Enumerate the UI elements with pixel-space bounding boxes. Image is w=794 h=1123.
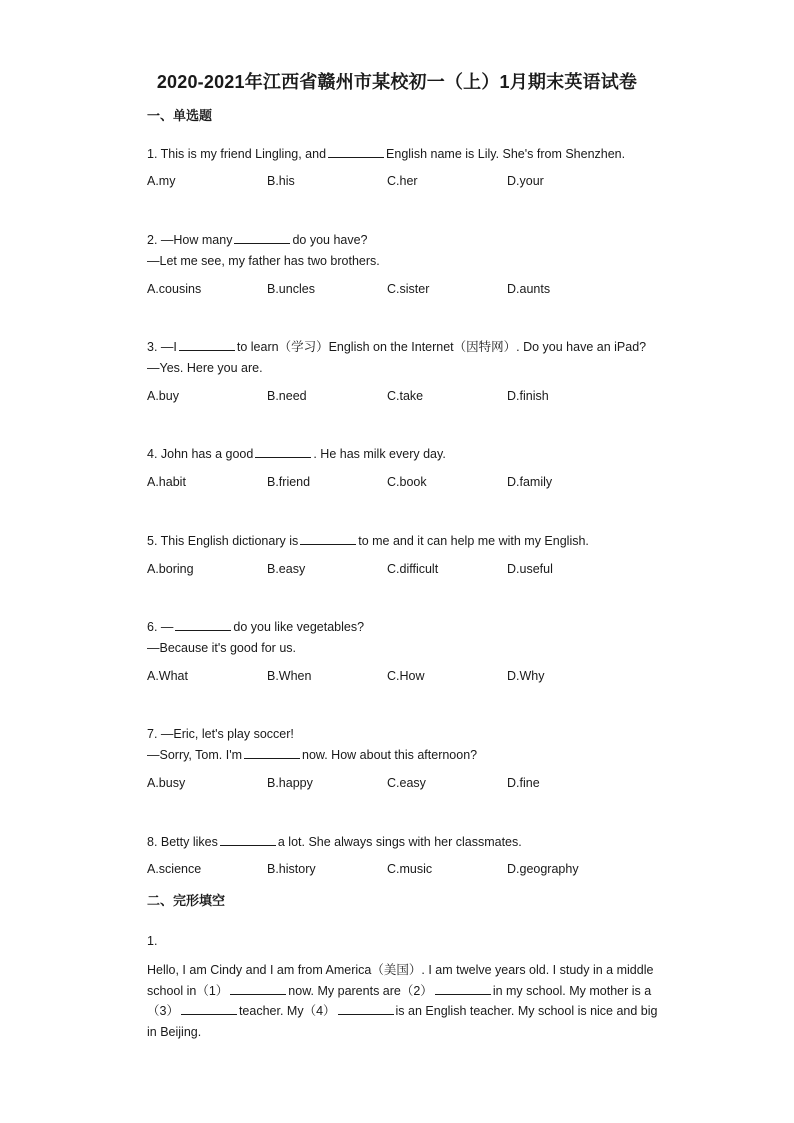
question-1 xyxy=(147,144,687,165)
question-text: 1. This is my friend Lingling, and xyxy=(147,147,327,161)
question-text: English name is Lily. She's from Shenzhen. xyxy=(386,147,626,161)
option-d[interactable]: D.family xyxy=(507,475,553,489)
question-line xyxy=(147,617,687,638)
options-4 xyxy=(147,475,707,495)
passage-line xyxy=(147,1001,672,1022)
question-line xyxy=(147,638,687,659)
question-text: . He has milk every day. xyxy=(313,447,446,461)
options-6 xyxy=(147,669,707,689)
passage-text: is an English teacher. My school is nice and big xyxy=(395,1004,658,1018)
option-b[interactable]: B.When xyxy=(267,669,312,683)
options-1 xyxy=(147,174,707,194)
option-c[interactable]: C.How xyxy=(387,669,425,683)
question-5 xyxy=(147,531,687,552)
answer-blank xyxy=(220,833,276,846)
passage-text: now. My parents are（2） xyxy=(288,983,433,998)
question-text: 2. —How many xyxy=(147,233,233,247)
question-6 xyxy=(147,617,687,659)
question-line xyxy=(147,444,687,465)
question-text: 4. John has a good xyxy=(147,447,254,461)
option-c[interactable]: C.sister xyxy=(387,282,430,296)
question-text: do you have? xyxy=(292,233,368,247)
option-c[interactable]: C.take xyxy=(387,389,424,403)
section-heading-single-choice: 一、单选题 xyxy=(147,108,213,123)
passage-text: Hello, I am Cindy and I am from America（美国）. I am twelve years old. I study in a middle xyxy=(147,963,654,977)
question-text: 5. This English dictionary is xyxy=(147,534,299,548)
question-line xyxy=(147,832,687,853)
option-b[interactable]: B.need xyxy=(267,389,307,403)
passage-line xyxy=(147,1022,672,1043)
question-8 xyxy=(147,832,687,853)
option-c[interactable]: C.her xyxy=(387,174,418,188)
question-line xyxy=(147,251,687,272)
question-text: 7. —Eric, let's play soccer! xyxy=(147,727,294,741)
option-a[interactable]: A.busy xyxy=(147,776,186,790)
question-3 xyxy=(147,337,687,379)
option-b[interactable]: B.history xyxy=(267,862,316,876)
question-text: to me and it can help me with my English. xyxy=(358,534,589,548)
answer-blank xyxy=(179,338,235,351)
question-line xyxy=(147,724,687,745)
option-c[interactable]: C.difficult xyxy=(387,562,439,576)
cloze-number: 1. xyxy=(147,934,158,948)
question-text: 6. — xyxy=(147,620,174,634)
option-a[interactable]: A.habit xyxy=(147,475,186,489)
answer-blank xyxy=(244,746,300,759)
passage-text: in my school. My mother is a xyxy=(492,983,652,998)
question-text: 3. —I xyxy=(147,340,177,354)
question-line xyxy=(147,144,687,165)
option-a[interactable]: A.buy xyxy=(147,389,179,403)
option-b[interactable]: B.his xyxy=(267,174,295,188)
options-2 xyxy=(147,282,707,302)
answer-blank xyxy=(300,532,356,545)
answer-blank xyxy=(181,1002,237,1015)
answer-blank xyxy=(175,618,231,631)
question-text: do you like vegetables? xyxy=(233,620,365,634)
question-text: —Sorry, Tom. I'm xyxy=(147,748,242,762)
option-a[interactable]: A.cousins xyxy=(147,282,202,296)
option-a[interactable]: A.my xyxy=(147,174,176,188)
question-text: now. How about this afternoon? xyxy=(302,748,478,762)
option-c[interactable]: C.music xyxy=(387,862,433,876)
answer-blank xyxy=(234,231,290,244)
question-line xyxy=(147,531,687,552)
option-d[interactable]: D.useful xyxy=(507,562,553,576)
option-b[interactable]: B.easy xyxy=(267,562,306,576)
option-d[interactable]: D.aunts xyxy=(507,282,551,296)
options-7 xyxy=(147,776,707,796)
question-text: —Yes. Here you are. xyxy=(147,361,263,375)
option-a[interactable]: A.science xyxy=(147,862,202,876)
option-d[interactable]: D.your xyxy=(507,174,544,188)
passage-line xyxy=(147,960,672,981)
options-3 xyxy=(147,389,707,409)
option-d[interactable]: D.finish xyxy=(507,389,549,403)
option-c[interactable]: C.easy xyxy=(387,776,426,790)
option-d[interactable]: D.Why xyxy=(507,669,545,683)
passage-text: teacher. My（4） xyxy=(238,1004,336,1018)
option-b[interactable]: B.happy xyxy=(267,776,313,790)
option-d[interactable]: D.geography xyxy=(507,862,579,876)
question-text: 8. Betty likes xyxy=(147,835,218,849)
question-2 xyxy=(147,230,687,272)
answer-blank xyxy=(255,445,311,458)
answer-blank xyxy=(338,1002,394,1015)
answer-blank xyxy=(328,145,384,158)
passage-line xyxy=(147,981,672,1002)
passage-text: in Beijing. xyxy=(147,1024,202,1039)
section-heading-cloze: 二、完形填空 xyxy=(147,893,226,908)
passage-text: school in（1） xyxy=(147,983,229,998)
option-b[interactable]: B.uncles xyxy=(267,282,315,296)
answer-blank xyxy=(230,982,286,995)
cloze-passage xyxy=(147,960,672,1042)
question-line xyxy=(147,230,687,251)
answer-blank xyxy=(435,982,491,995)
options-8 xyxy=(147,862,707,882)
question-4 xyxy=(147,444,687,465)
passage-text: （3） xyxy=(147,1004,179,1018)
options-5 xyxy=(147,562,707,582)
question-text: —Let me see, my father has two brothers. xyxy=(147,254,380,268)
question-7 xyxy=(147,724,687,766)
option-b[interactable]: B.friend xyxy=(267,475,311,489)
option-a[interactable]: A.boring xyxy=(147,562,194,576)
question-line xyxy=(147,358,687,379)
question-text: to learn（学习）English on the Internet（因特网）. Do you have an iPad? xyxy=(236,340,647,354)
option-d[interactable]: D.fine xyxy=(507,776,540,790)
question-text: a lot. She always sings with her classmates. xyxy=(277,835,522,849)
question-line xyxy=(147,337,687,358)
option-c[interactable]: C.book xyxy=(387,475,427,489)
option-a[interactable]: A.What xyxy=(147,669,188,683)
question-text: —Because it's good for us. xyxy=(147,641,296,655)
page-title: 2020-2021年江西省赣州市某校初一（上）1月期末英语试卷 xyxy=(156,72,638,92)
question-line xyxy=(147,745,687,766)
